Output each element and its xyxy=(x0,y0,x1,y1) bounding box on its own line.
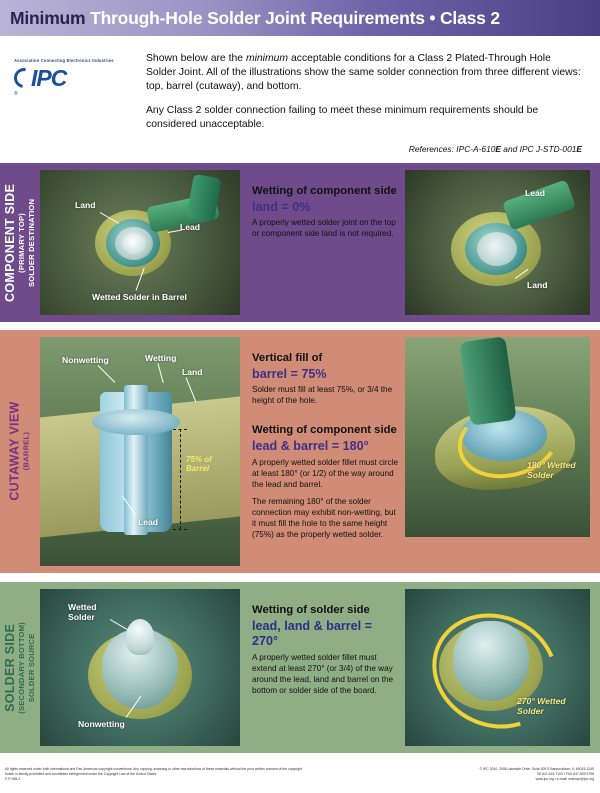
illustration-bottom-view-left xyxy=(40,589,240,746)
page-title-part1: Minimum xyxy=(10,7,86,28)
lead-protrusion xyxy=(126,619,154,655)
footer-address: © IPC 2010, 2008 Lakeside Drive, Suite 309 S Bannockburn, IL 60015-1249 xyxy=(479,767,594,771)
callout-land-right: Land xyxy=(527,280,548,290)
callout-180-wetted-solder: 180° Wetted Solder xyxy=(527,460,576,480)
section-2-value-2: lead & barrel = 180° xyxy=(252,438,369,453)
illustration-cutaway-right xyxy=(405,337,590,537)
callout-land-cutaway: Land xyxy=(182,367,203,377)
section-2-body-3: The remaining 180° of the solder connection may exhibit non-wetting, but it must fill the hole to the same height (75%) as the properly wetted solder. xyxy=(252,497,396,540)
section-2-body-1: Solder must fill at least 75%, or 3/4 the height of the hole. xyxy=(252,385,393,406)
section-2-side-sub1: (BARREL) xyxy=(22,432,32,471)
leader-wetting xyxy=(158,363,164,383)
callout-wetted-solder-barrel: Wetted Solder in Barrel xyxy=(92,292,187,302)
logo-registered: ® xyxy=(14,91,18,97)
lead-core xyxy=(122,233,146,254)
callout-lead-cutaway: Lead xyxy=(138,517,159,527)
footer-contact xyxy=(434,767,594,782)
section-1-side-sub1: (PRIMARY TOP) xyxy=(17,212,27,273)
section-1-value: land = 0% xyxy=(252,199,311,214)
page-footer xyxy=(0,762,600,793)
intro-text xyxy=(146,52,582,143)
footer-doc-code: F-P-055-2 xyxy=(5,777,21,782)
references-prefix: References: xyxy=(408,144,457,154)
callout-wetting: Wetting xyxy=(145,353,177,363)
fill-dim-line xyxy=(180,429,181,529)
section-3-heading: Wetting of solder side xyxy=(252,604,370,616)
footer-phone: Tel 847.615.7100 • FAX 847.509.9798 xyxy=(536,772,594,777)
section-1-side-title: COMPONENT SIDE xyxy=(3,183,18,302)
section-2-value-1: barrel = 75% xyxy=(252,366,327,381)
footer-copyright-text: All rights reserved under both international and Pan-American copyright conventions. Any copying, scanning or other reproductions of these materials without the prior written consent of the copyright holder is strictly prohibited and constitutes infringement under the Copyright Law of the United States. xyxy=(5,767,302,777)
references xyxy=(146,144,582,154)
section-3-side-label xyxy=(0,582,40,753)
page-title xyxy=(0,8,500,29)
footer-web: www.ipc.org • e-mail: orderipc@ipc.org xyxy=(535,777,594,782)
ipc-logo xyxy=(14,58,129,97)
reference-1: IPC-A-610 xyxy=(456,144,496,154)
angle-arc-270 xyxy=(413,593,576,746)
section-3-value: lead, land & barrel = 270° xyxy=(252,618,373,649)
lead-in-barrel xyxy=(124,385,148,535)
reference-1-rev: E xyxy=(495,144,501,154)
section-solder-side xyxy=(0,582,600,753)
callout-lead-left: Lead xyxy=(180,222,201,232)
solder-fillet-top xyxy=(92,409,180,435)
illustration-bottom-view-right xyxy=(405,589,590,746)
section-1-heading: Wetting of component side xyxy=(252,185,397,197)
intro-p1-b: acceptable conditions for a Class 2 Plated-Through Hole Solder Joint. All of the illustrations show the same solder connection from three different views: top, barrel (cutaway), and bottom. xyxy=(146,53,581,92)
section-1-text xyxy=(252,185,397,240)
section-3-side-sub2: SOLDER SOURCE xyxy=(27,633,37,702)
callout-270-wetted-solder: 270° Wetted Solder xyxy=(517,696,566,716)
section-3-side-title: SOLDER SIDE xyxy=(3,623,18,712)
section-1-body: A properly wetted solder joint on the top or component side land is not required. xyxy=(252,218,396,239)
section-cutaway-view xyxy=(0,330,600,573)
section-component-side xyxy=(0,163,600,322)
section-2-heading-2: Wetting of component side xyxy=(252,424,397,437)
callout-nonwetting: Nonwetting xyxy=(62,355,109,365)
leader-land-cutaway xyxy=(186,377,197,401)
callout-lead-right: Lead xyxy=(525,188,546,198)
section-1-side-sub2: SOLDER DESTINATION xyxy=(27,198,37,287)
page-title-part3: Solder Joint Requirements • Class 2 xyxy=(207,7,500,28)
callout-nonwetting-bottom: Nonwetting xyxy=(78,719,125,729)
logo-mark-text: IPC xyxy=(31,65,67,91)
fill-dim-tick-bottom xyxy=(173,529,187,530)
section-2-side-label xyxy=(0,330,40,573)
section-2-body-2: A properly wetted solder fillet must circle at least 180° (or 1/2) of the way around the lead and barrel. xyxy=(252,457,399,489)
logo-tagline: Association Connecting Electronics Industries xyxy=(14,58,114,63)
section-3-side-sub1: (SECONDARY BOTTOM) xyxy=(17,621,27,714)
page-title-part2: Through-Hole xyxy=(90,7,203,28)
reference-2: IPC J-STD-001 xyxy=(519,144,577,154)
intro-p1-em: minimum xyxy=(245,53,289,64)
fill-dim-tick-top xyxy=(173,429,187,430)
section-1-side-label xyxy=(0,163,40,322)
section-3-text xyxy=(252,604,400,697)
intro-p1-a: Shown below are the xyxy=(146,53,246,64)
footer-copyright xyxy=(5,767,305,782)
lead-top-end-right xyxy=(477,232,517,266)
lead-wire-right xyxy=(502,179,576,230)
logo-mark xyxy=(14,67,129,90)
callout-fill-percent: 75% of Barrel xyxy=(186,455,212,473)
illustration-top-view-left xyxy=(40,170,240,315)
page-header xyxy=(0,0,600,36)
illustration-top-view-right xyxy=(405,170,590,315)
leader-nonwetting xyxy=(98,365,116,383)
illustration-cutaway-left xyxy=(40,337,240,566)
reference-2-rev: E xyxy=(576,144,582,154)
section-2-heading-1: Vertical fill of xyxy=(252,352,323,364)
callout-land-left: Land xyxy=(75,200,96,210)
callout-wetted-solder-bottom: Wetted Solder xyxy=(68,602,97,622)
section-2-side-title: CUTAWAY VIEW xyxy=(7,401,22,502)
references-mid: and xyxy=(500,144,520,154)
section-2-text xyxy=(252,352,400,541)
intro-paragraph-1 xyxy=(146,52,582,93)
intro-paragraph-2: Any Class 2 solder connection failing to meet these minimum requirements should be considered unacceptable. xyxy=(146,105,539,131)
section-3-body: A properly wetted solder fillet must extend at least 270° (or 3/4) of the way around the lead, land and barrel on the bottom or solder side of the board. xyxy=(252,653,394,695)
